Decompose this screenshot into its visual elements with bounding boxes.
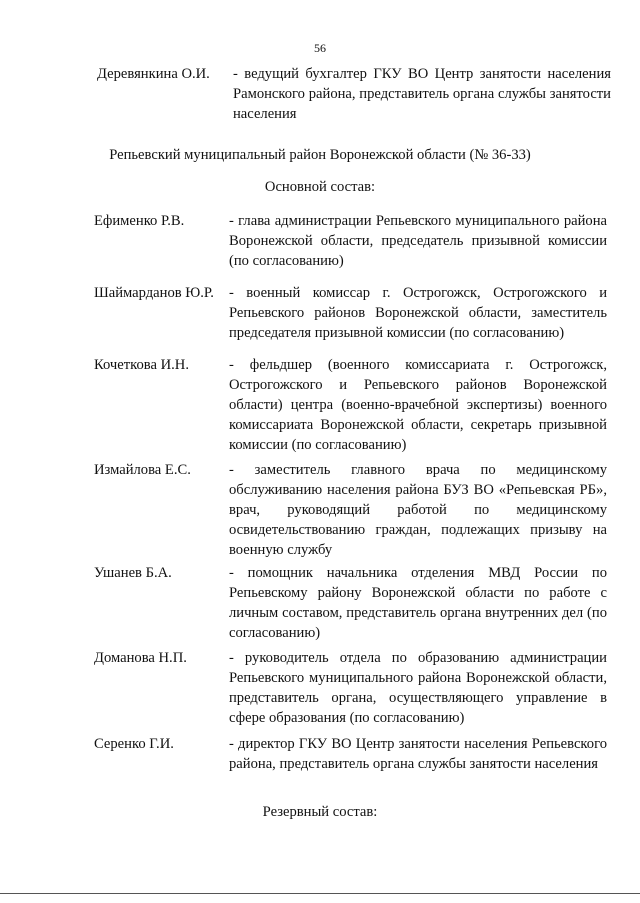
top-entry-role: - ведущий бухгалтер ГКУ ВО Центр занятости населения Рамонского района, представитель органа службы занятости населения <box>233 66 611 122</box>
bottom-rule <box>0 893 640 894</box>
member-role: - помощник начальника отделения МВД России по Репьевскому району Воронежской области по работе с личным составом, представитель органа внутренних дел (по согласованию) <box>229 565 607 641</box>
member-role: - глава администрации Репьевского муниципального района Воронежской области, председатель призывной комиссии (по согласованию) <box>229 213 607 269</box>
member-name: Доманова Н.П. <box>94 650 187 666</box>
member-role: - директор ГКУ ВО Центр занятости населения Репьевского района, представитель органа службы занятости населения <box>229 736 607 772</box>
top-entry-name: Деревянкина О.И. <box>97 66 210 82</box>
page-number: 56 <box>314 41 326 55</box>
member-name: Ефименко Р.В. <box>94 213 185 229</box>
main-composition-heading: Основной состав: <box>264 179 376 195</box>
member-role: - заместитель главного врача по медицинскому обслуживанию населения района БУЗ ВО «Репьевская РБ», врач, руководящий работой по медицинскому освидетельствованию граждан, подлежащих призыву на военную службу <box>229 462 607 558</box>
district-title: Репьевский муниципальный район Воронежской области (№ 36-33) <box>109 147 531 163</box>
reserve-composition-heading: Резервный состав: <box>262 804 378 820</box>
member-name: Кочеткова И.Н. <box>94 357 189 373</box>
member-name: Ушанев Б.А. <box>94 565 172 581</box>
member-name: Шаймарданов Ю.Р. <box>94 285 214 301</box>
member-name: Серенко Г.И. <box>94 736 174 752</box>
member-name: Измайлова Е.С. <box>94 462 191 478</box>
member-role: - военный комиссар г. Острогожск, Острогожского и Репьевского районов Воронежской области, заместитель председателя призывной комиссии (по согласованию) <box>229 285 607 341</box>
member-role: - руководитель отдела по образованию администрации Репьевского муниципального района Воронежской области, представитель органа, осуществляющего управление в сфере образования (по согласованию) <box>229 650 607 726</box>
member-role: - фельдшер (военного комиссариата г. Острогожск, Острогожского и Репьевского районов Воронежской области) центра (военно-врачебной экспертизы) военного комиссариата Воронежской области, секретарь призывной комиссии (по согласованию) <box>229 357 607 453</box>
